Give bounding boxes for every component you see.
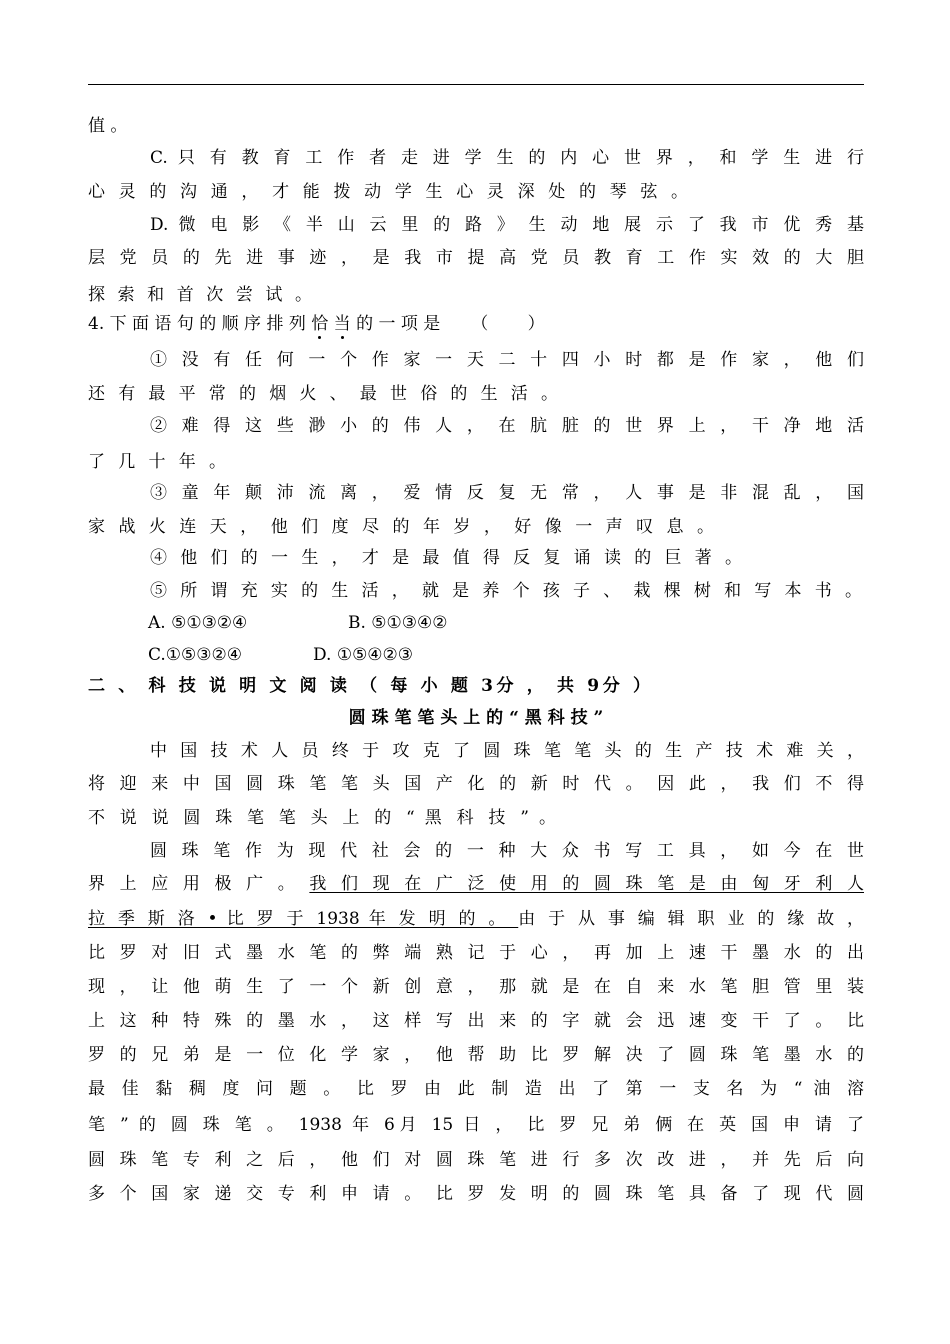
q3-option-c-line2: 心 灵 的 沟 通 ， 才 能 拨 动 学 生 心 灵 深 处 的 琴 弦 。 bbox=[88, 182, 688, 202]
header-rule bbox=[88, 84, 864, 85]
q4-options-ab bbox=[148, 611, 864, 635]
q4-options-cd bbox=[148, 643, 864, 667]
p2-line3 bbox=[88, 907, 864, 931]
q4-option-c: C.①⑤③②④ bbox=[148, 645, 243, 665]
q4-sentence-5: ⑤ 所 谓 充 实 的 生 活 ， 就 是 养 个 孩 子 、 栽 棵 树 和 写 本 书 。 bbox=[150, 581, 862, 601]
p2-line3-plain: 由 于 从 事 编 辑 职 业 的 缘 故 ， bbox=[518, 909, 864, 929]
q4-option-b: B. ⑤①③④② bbox=[348, 613, 448, 633]
q4-sentence-4: ④ 他 们 的 一 生 ， 才 是 最 值 得 反 复 诵 读 的 巨 著 。 bbox=[150, 548, 742, 568]
q3-option-d-line1: D. 微 电 影 《 半 山 云 里 的 路 》 生 动 地 展 示 了 我 市 优 秀 基 bbox=[150, 215, 864, 235]
q4-sentence-1-line2: 还 有 最 平 常 的 烟 火 、 最 世 俗 的 生 活 。 bbox=[88, 384, 558, 404]
q3-option-c-line1: C. 只 有 教 育 工 作 者 走 进 学 生 的 内 心 世 界 ， 和 学 生 进 行 bbox=[150, 148, 864, 168]
p2-line2 bbox=[88, 872, 864, 896]
p2-line6: 上 这 种 特 殊 的 墨 水 ， 这 样 写 出 来 的 字 就 会 迅 速 变 干 了 。 比 bbox=[88, 1011, 864, 1031]
p2-line7: 罗 的 兄 弟 是 一 位 化 学 家 ， 他 帮 助 比 罗 解 决 了 圆 珠 笔 墨 水 的 bbox=[88, 1045, 864, 1065]
p2-line10: 圆 珠 笔 专 利 之 后 ， 他 们 对 圆 珠 笔 进 行 多 次 改 进 ， 并 先 后 向 bbox=[88, 1150, 864, 1170]
section-2-heading: 二 、 科 技 说 明 文 阅 读 （ 每 小 题 3分 ， 共 9分 ） bbox=[88, 676, 650, 696]
p1-line2: 将 迎 来 中 国 圆 珠 笔 笔 头 国 产 化 的 新 时 代 。 因 此 ， 我 们 不 得 bbox=[88, 774, 864, 794]
p2-line5: 现 ， 让 他 萌 生 了 一 个 新 创 意 ， 那 就 是 在 自 来 水 笔 胆 管 里 装 bbox=[88, 977, 864, 997]
q4-sentence-2-line2: 了 几 十 年 。 bbox=[88, 452, 226, 472]
p1-line3: 不 说 说 圆 珠 笔 笔 头 上 的 “ 黑 科 技 ” 。 bbox=[88, 808, 556, 828]
p2-line4: 比 罗 对 旧 式 墨 水 笔 的 弊 端 熟 记 于 心 ， 再 加 上 速 干 墨 水 的 出 bbox=[88, 943, 864, 963]
q4-sentence-2-line1: ② 难 得 这 些 渺 小 的 伟 人 ， 在 肮 脏 的 世 界 上 ， 干 净 地 活 bbox=[150, 416, 864, 436]
p2-line3-underlined: 拉 季 斯 洛 • 比 罗 于 1938 年 发 明 的 。 bbox=[88, 909, 519, 929]
q4-stem-emphasis-2: 当 bbox=[333, 314, 351, 334]
q4-sentence-1-line1: ① 没 有 任 何 一 个 作 家 一 天 二 十 四 小 时 都 是 作 家 ， 他 们 bbox=[150, 350, 864, 370]
p2-line8: 最 佳 黏 稠 度 问 题 。 比 罗 由 此 制 造 出 了 第 一 支 名 为 “ 油 溶 bbox=[88, 1079, 864, 1099]
article-title: 圆 珠 笔 笔 头 上 的 “ 黑 科 技 ” bbox=[348, 708, 604, 728]
q4-sentence-3-line2: 家 战 火 连 天 ， 他 们 度 尽 的 年 岁 ， 好 像 一 声 叹 息 。 bbox=[88, 517, 714, 537]
q4-option-d: D. ①⑤④②③ bbox=[313, 645, 414, 665]
p2-line1: 圆 珠 笔 作 为 现 代 社 会 的 一 种 大 众 书 写 工 具 ， 如 今 在 世 bbox=[150, 841, 864, 861]
q3-continuation: 值 。 bbox=[88, 116, 128, 136]
q4-option-a: A. ⑤①③②④ bbox=[148, 613, 248, 633]
q3-option-d-line2: 层 党 员 的 先 进 事 迹 ， 是 我 市 提 高 党 员 教 育 工 作 实 效 的 大 胆 bbox=[88, 248, 864, 268]
q4-stem-emphasis-1: 恰 bbox=[311, 314, 329, 334]
q4-stem-before: 4. 下 面 语 句 的 顺 序 排 列 bbox=[88, 314, 312, 334]
p2-line9: 笔 ” 的 圆 珠 笔 。 1938 年 6月 15 日 ， 比 罗 兄 弟 俩 在 英 国 申 请 了 bbox=[88, 1115, 864, 1135]
q4-sentence-3-line1: ③ 童 年 颠 沛 流 离 ， 爱 情 反 复 无 常 ， 人 事 是 非 混 乱 ， 国 bbox=[150, 483, 864, 503]
q4-stem bbox=[88, 312, 864, 336]
p2-line2-underlined: 我 们 现 在 广 泛 使 用 的 圆 珠 笔 是 由 匈 牙 利 人 bbox=[309, 874, 864, 894]
q3-option-d-line3: 探 索 和 首 次 尝 试 。 bbox=[88, 285, 312, 305]
p2-line11: 多 个 国 家 递 交 专 利 申 请 。 比 罗 发 明 的 圆 珠 笔 具 备 了 现 代 圆 bbox=[88, 1184, 864, 1204]
q4-stem-after: 的 一 项 是 （ ） bbox=[350, 314, 545, 334]
p2-line2-plain: 界 上 应 用 极 广 。 bbox=[88, 874, 310, 894]
p1-line1: 中 国 技 术 人 员 终 于 攻 克 了 圆 珠 笔 笔 头 的 生 产 技 术 难 关 ， bbox=[150, 741, 864, 761]
q4-stem-space bbox=[328, 314, 333, 334]
